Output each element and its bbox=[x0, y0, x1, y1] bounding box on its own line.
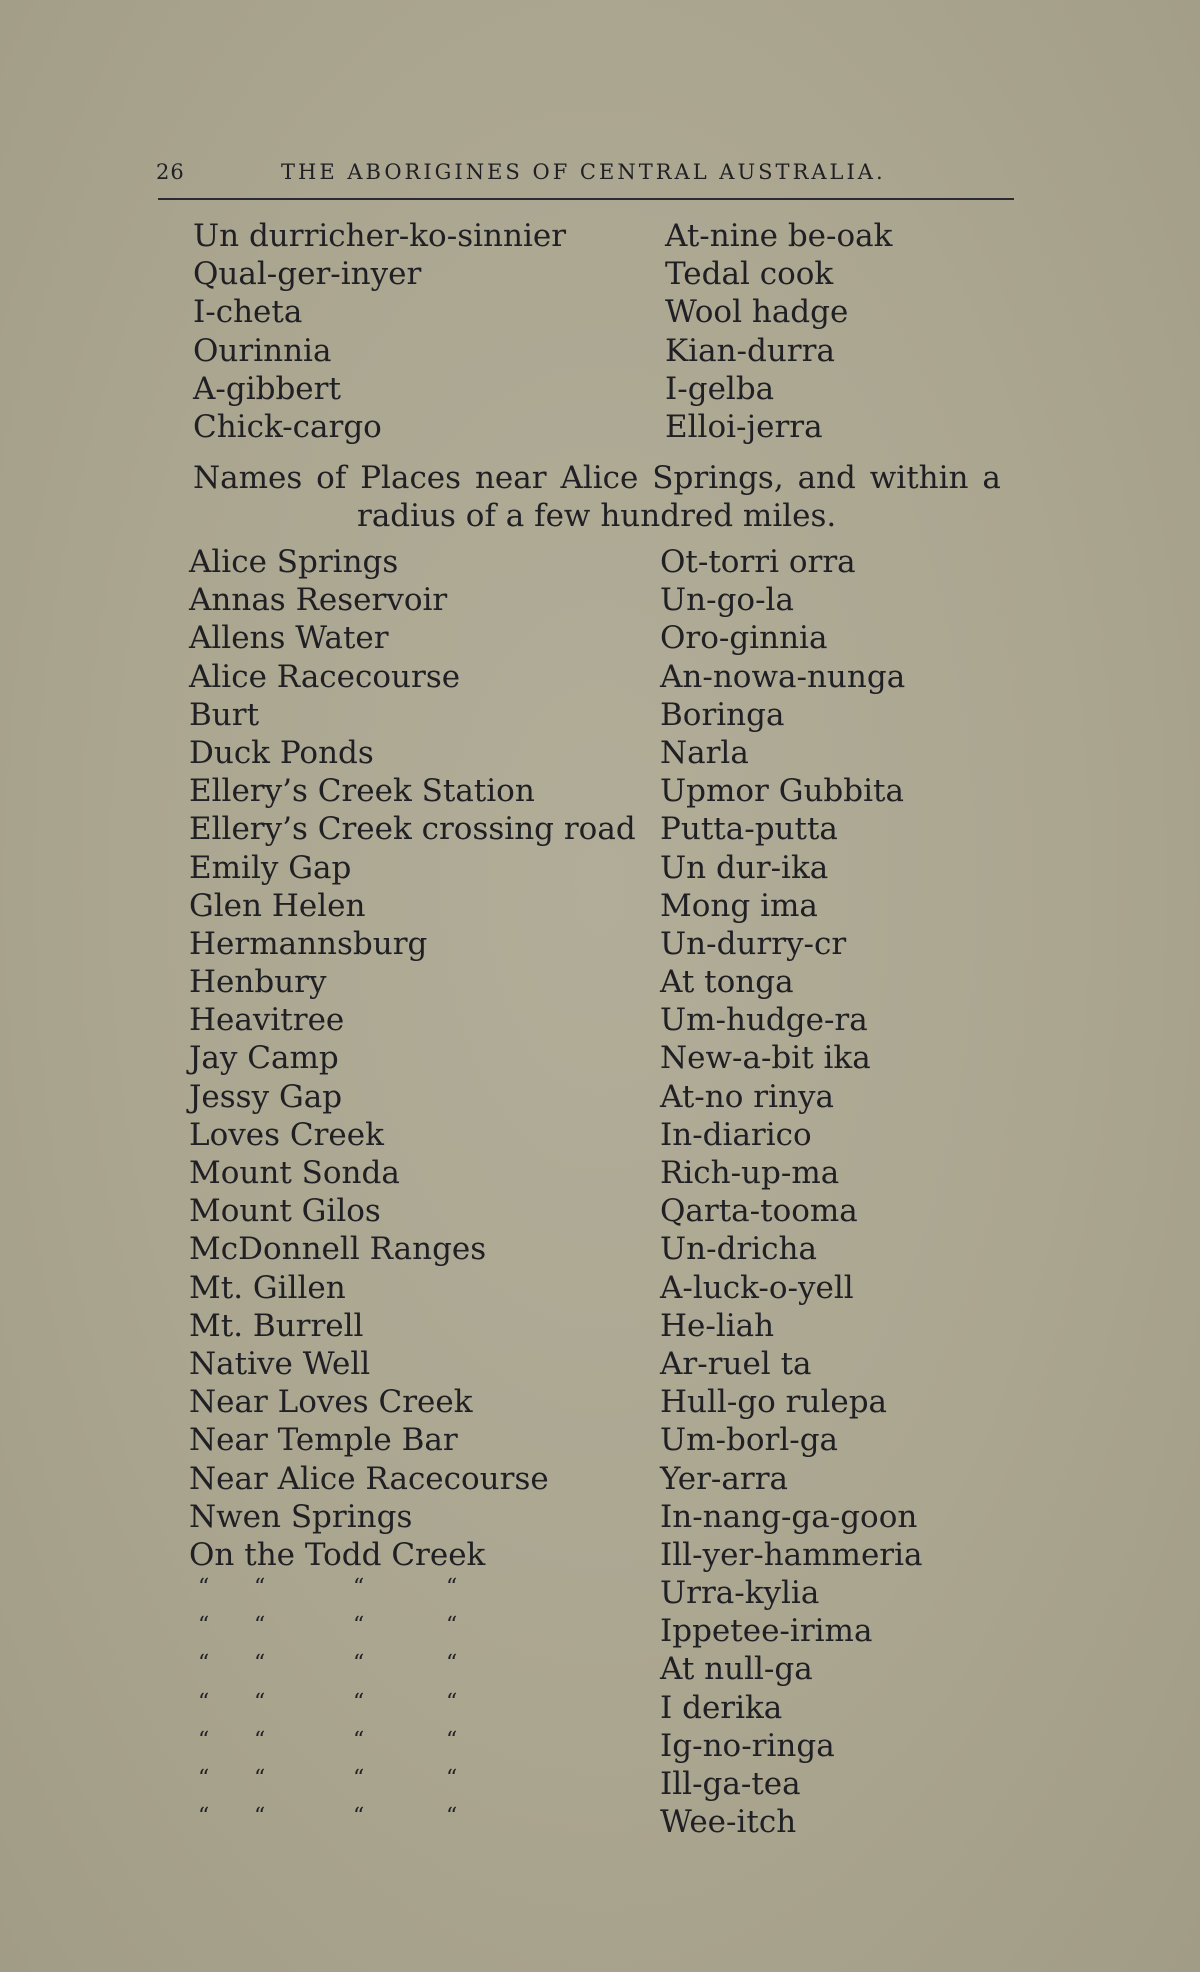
place-english-name: Ellery’s Creek crossing road bbox=[189, 811, 636, 848]
ditto-mark: “ bbox=[353, 1727, 365, 1753]
place-aboriginal-name: At-no rinya bbox=[660, 1078, 834, 1115]
place-aboriginal-name: In-diarico bbox=[660, 1116, 812, 1153]
place-english-name: Jessy Gap bbox=[189, 1078, 343, 1115]
place-english-name: Annas Reservoir bbox=[189, 582, 448, 619]
continued-list-aboriginal-name: Wool hadge bbox=[665, 294, 849, 331]
ditto-row bbox=[198, 1766, 488, 1804]
place-english-name: Jay Camp bbox=[189, 1040, 339, 1077]
heading-word: of bbox=[316, 460, 347, 496]
place-aboriginal-name: Ig-no-ringa bbox=[660, 1727, 835, 1764]
ditto-mark: “ bbox=[198, 1804, 210, 1830]
ditto-mark: “ bbox=[446, 1651, 458, 1677]
ditto-mark: “ bbox=[254, 1689, 266, 1715]
ditto-mark: “ bbox=[353, 1765, 365, 1791]
ditto-mark: “ bbox=[353, 1613, 365, 1639]
place-aboriginal-name: He-liah bbox=[660, 1307, 775, 1344]
place-aboriginal-name: Narla bbox=[660, 734, 749, 771]
place-aboriginal-name: Hull-go rulepa bbox=[660, 1384, 888, 1421]
place-aboriginal-name: Mong ima bbox=[660, 887, 818, 924]
place-english-name: Loves Creek bbox=[189, 1116, 384, 1153]
place-english-name: Hermannsburg bbox=[189, 925, 428, 962]
ditto-mark: “ bbox=[446, 1613, 458, 1639]
section-heading-line-2: radius of a few hundred miles. bbox=[357, 498, 837, 534]
place-english-name: Near Temple Bar bbox=[189, 1422, 458, 1459]
ditto-mark: “ bbox=[446, 1689, 458, 1715]
place-english-name: Native Well bbox=[189, 1345, 371, 1382]
place-english-name: Ellery’s Creek Station bbox=[189, 773, 535, 810]
section-heading-line-1 bbox=[193, 459, 1001, 497]
place-aboriginal-name: Um-borl-ga bbox=[660, 1422, 839, 1459]
ditto-mark: “ bbox=[198, 1575, 210, 1600]
place-english-name: Burt bbox=[189, 696, 260, 733]
continued-list-aboriginal-name: Kian-durra bbox=[665, 332, 835, 369]
ditto-row bbox=[198, 1575, 488, 1613]
continued-list-aboriginal-name: At-nine be-oak bbox=[665, 218, 893, 254]
continued-list-aboriginal-name: Elloi-jerra bbox=[665, 408, 823, 445]
place-aboriginal-name: Wee-itch bbox=[660, 1804, 797, 1841]
continued-list-aboriginal-name: I-gelba bbox=[665, 370, 775, 407]
continued-list-english-name: Ourinnia bbox=[193, 332, 332, 369]
place-english-name: McDonnell Ranges bbox=[189, 1231, 487, 1268]
ditto-mark: “ bbox=[254, 1613, 266, 1639]
heading-word: Names bbox=[193, 460, 303, 496]
continued-list-english-name: I-cheta bbox=[193, 294, 303, 331]
ditto-mark: “ bbox=[446, 1575, 458, 1600]
ditto-mark: “ bbox=[254, 1651, 266, 1677]
place-aboriginal-name: Um-hudge-ra bbox=[660, 1002, 868, 1039]
ditto-mark: “ bbox=[353, 1651, 365, 1677]
place-aboriginal-name: Un-go-la bbox=[660, 582, 794, 619]
place-english-name: Heavitree bbox=[189, 1002, 345, 1039]
place-aboriginal-name: Ot-torri orra bbox=[660, 544, 856, 580]
ditto-marks-column bbox=[198, 1575, 488, 1842]
heading-word: a bbox=[982, 460, 1001, 496]
place-aboriginal-name: Ar-ruel ta bbox=[660, 1345, 812, 1382]
place-aboriginal-name: Putta-putta bbox=[660, 811, 838, 848]
place-aboriginal-name: Urra-kylia bbox=[660, 1575, 820, 1612]
place-aboriginal-name: Boringa bbox=[660, 696, 785, 733]
place-english-name: Emily Gap bbox=[189, 849, 352, 886]
ditto-mark: “ bbox=[353, 1804, 365, 1830]
ditto-mark: “ bbox=[254, 1765, 266, 1791]
continued-list-aboriginal-name: Tedal cook bbox=[665, 256, 834, 293]
place-aboriginal-name: Un-durry-cr bbox=[660, 925, 847, 962]
page-number: 26 bbox=[156, 160, 185, 184]
place-aboriginal-name: Ill-ga-tea bbox=[660, 1766, 801, 1802]
ditto-mark: “ bbox=[446, 1765, 458, 1791]
heading-word: Places bbox=[360, 460, 462, 496]
ditto-mark: “ bbox=[254, 1804, 266, 1830]
place-aboriginal-name: A-luck-o-yell bbox=[660, 1269, 854, 1306]
ditto-row bbox=[198, 1651, 488, 1689]
place-aboriginal-name: New-a-bit ika bbox=[660, 1040, 871, 1077]
ditto-mark: “ bbox=[353, 1575, 365, 1600]
place-english-name: Duck Ponds bbox=[189, 734, 374, 771]
place-names-english-column bbox=[189, 543, 636, 1574]
place-aboriginal-name: Qarta-tooma bbox=[660, 1193, 858, 1230]
place-english-name: Near Loves Creek bbox=[189, 1384, 473, 1421]
continued-list-left-column bbox=[193, 217, 566, 446]
section-heading bbox=[193, 459, 1001, 535]
place-english-name: Nwen Springs bbox=[189, 1498, 413, 1535]
place-aboriginal-name: Oro-ginnia bbox=[660, 620, 828, 657]
continued-list-english-name: Chick-cargo bbox=[193, 408, 382, 445]
ditto-mark: “ bbox=[446, 1804, 458, 1830]
ditto-row bbox=[198, 1613, 488, 1651]
place-aboriginal-name: Upmor Gubbita bbox=[660, 773, 904, 810]
running-head-title: THE ABORIGINES OF CENTRAL AUSTRALIA. bbox=[281, 160, 886, 184]
place-aboriginal-name: Un-dricha bbox=[660, 1231, 817, 1268]
heading-word: near bbox=[474, 460, 547, 496]
place-aboriginal-name: Ill-yer-hammeria bbox=[660, 1536, 923, 1573]
place-aboriginal-name: An-nowa-nunga bbox=[660, 658, 906, 695]
place-aboriginal-name: Yer-arra bbox=[660, 1460, 789, 1497]
place-aboriginal-name: I derika bbox=[660, 1689, 783, 1726]
ditto-row bbox=[198, 1690, 488, 1728]
continued-list-english-name: A-gibbert bbox=[193, 370, 341, 407]
place-aboriginal-name: Rich-up-ma bbox=[660, 1155, 840, 1191]
ditto-mark: “ bbox=[198, 1727, 210, 1753]
ditto-row bbox=[198, 1804, 488, 1842]
place-names-aboriginal-column bbox=[660, 543, 923, 1841]
place-english-name: Near Alice Racecourse bbox=[189, 1460, 549, 1497]
ditto-mark: “ bbox=[353, 1689, 365, 1715]
ditto-mark: “ bbox=[198, 1765, 210, 1791]
continued-list-english-name: Qual-ger-inyer bbox=[193, 256, 422, 293]
place-english-name: Alice Springs bbox=[189, 544, 399, 580]
place-aboriginal-name: At tonga bbox=[660, 964, 794, 1001]
continued-list-right-column bbox=[665, 217, 892, 446]
ditto-mark: “ bbox=[198, 1689, 210, 1715]
ditto-mark: “ bbox=[198, 1613, 210, 1639]
heading-word: within bbox=[869, 460, 969, 496]
ditto-row bbox=[198, 1728, 488, 1766]
ditto-mark: “ bbox=[254, 1575, 266, 1600]
ditto-mark: “ bbox=[446, 1727, 458, 1753]
continued-list-english-name: Un durricher-ko-sinnier bbox=[193, 218, 567, 254]
place-english-name: Henbury bbox=[189, 964, 327, 1001]
heading-word: and bbox=[797, 460, 856, 496]
place-aboriginal-name: Ippetee-irima bbox=[660, 1613, 873, 1650]
place-english-name: Glen Helen bbox=[189, 887, 366, 924]
header-rule bbox=[158, 198, 1014, 200]
place-english-name: Mount Gilos bbox=[189, 1193, 381, 1230]
running-head bbox=[156, 160, 1016, 194]
ditto-mark: “ bbox=[254, 1727, 266, 1753]
heading-word: Alice bbox=[560, 460, 639, 496]
ditto-mark: “ bbox=[198, 1651, 210, 1677]
place-aboriginal-name: At null-ga bbox=[660, 1651, 813, 1688]
heading-word: Springs, bbox=[652, 460, 784, 496]
place-english-name: Mt. Burrell bbox=[189, 1307, 364, 1344]
place-aboriginal-name: In-nang-ga-goon bbox=[660, 1498, 918, 1535]
place-aboriginal-name: Un dur-ika bbox=[660, 849, 829, 886]
place-english-name: On the Todd Creek bbox=[189, 1536, 486, 1573]
place-english-name: Mount Sonda bbox=[189, 1155, 400, 1191]
place-english-name: Allens Water bbox=[189, 620, 389, 657]
place-english-name: Mt. Gillen bbox=[189, 1269, 346, 1306]
place-english-name: Alice Racecourse bbox=[189, 658, 461, 695]
